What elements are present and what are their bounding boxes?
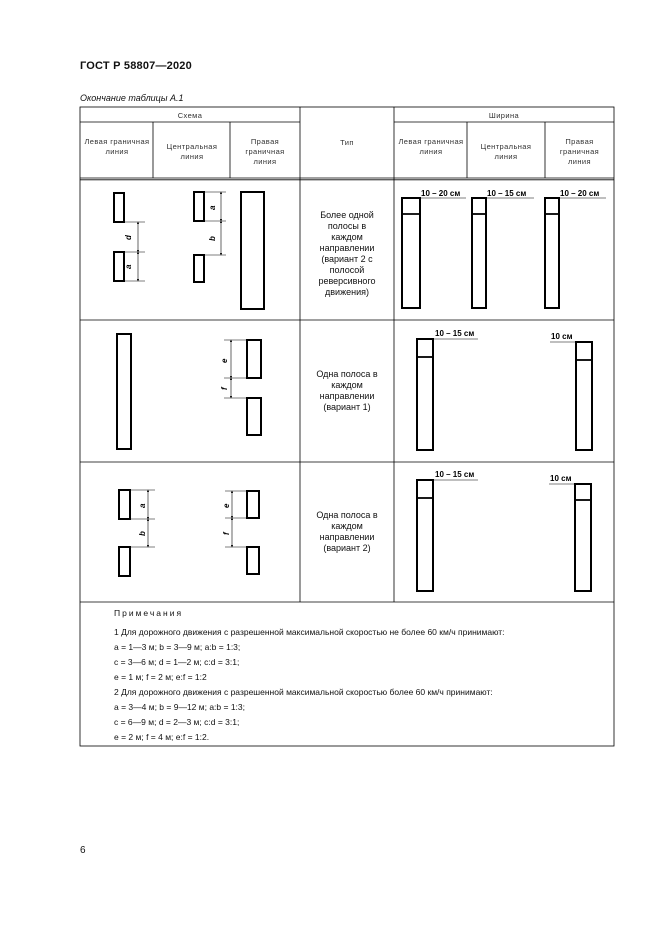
- dim-label: f: [220, 387, 229, 390]
- dim-label: a: [138, 503, 147, 508]
- row2-center-stripe-low: [247, 398, 261, 435]
- row1-center-stripe-low: [194, 255, 204, 282]
- width-label: 10 см: [550, 474, 572, 483]
- note-line: e = 1 м; f = 2 м; e:f = 1:2: [114, 672, 207, 682]
- notes-title: Примечания: [114, 608, 184, 618]
- header-width: Ширина: [488, 111, 520, 120]
- width-label: 10 – 20 см: [421, 189, 461, 198]
- note-line: e = 2 м; f = 4 м; e:f = 1:2.: [114, 732, 210, 742]
- document-id: ГОСТ Р 58807—2020: [80, 60, 192, 72]
- row3-center-stripe-top: [247, 491, 259, 518]
- sub-right-line: Правая граничная линия: [245, 137, 285, 166]
- row2-center-stripe-top: [247, 340, 261, 378]
- width-label: 10 – 15 см: [435, 470, 475, 479]
- row1-left-stripe-low: [114, 252, 124, 281]
- page-number: 6: [80, 845, 86, 856]
- width-label: 10 – 15 см: [487, 189, 527, 198]
- width-label: 10 – 15 см: [435, 329, 475, 338]
- dim-label: b: [208, 236, 217, 241]
- dim-label: e: [222, 503, 231, 508]
- note-line: 2 Для дорожного движения с разрешенной максимальной скоростью более 60 км/ч принимают:: [114, 687, 493, 697]
- sub-left-line: Левая граничная линия: [398, 137, 464, 156]
- row1-right-stripe: [241, 192, 264, 309]
- notes-block: [114, 606, 604, 745]
- sub-center-line: Центральная линия: [480, 142, 532, 161]
- row2-left-stripe: [117, 334, 131, 449]
- row3-left-stripe-low: [119, 547, 130, 576]
- row2-width-diagrams: [417, 339, 592, 450]
- note-line: a = 3—4 м; b = 9—12 м; a:b = 1:3;: [114, 702, 246, 712]
- row2-type: Одна полоса в каждом направлении (вариант 1): [316, 369, 378, 412]
- dim-label: b: [138, 531, 147, 536]
- row2-scheme: [117, 334, 261, 449]
- row1-type: Более одной полосы в каждом направлении (вариант 2 с полосой реверсивного движения): [318, 210, 376, 297]
- table-caption: Окончание таблицы А.1: [80, 93, 184, 103]
- dim-label: a: [124, 264, 133, 269]
- note-line: 1 Для дорожного движения с разрешенной максимальной скоростью не более 60 км/ч принимают:: [114, 627, 505, 637]
- row1-scheme: [114, 192, 264, 309]
- header-type: Тип: [340, 138, 354, 147]
- sub-center-line: Центральная линия: [166, 142, 218, 161]
- note-line: a = 1—3 м; b = 3—9 м; a:b = 1:3;: [114, 642, 241, 652]
- row3-center-stripe-low: [247, 547, 259, 574]
- row3-left-stripe-top: [119, 490, 130, 519]
- dim-label: f: [222, 532, 231, 535]
- note-line: c = 6—9 м; d = 2—3 м; c:d = 3:1;: [114, 717, 240, 727]
- width-label: 10 см: [551, 332, 573, 341]
- dim-label: d: [124, 235, 133, 240]
- row1-left-stripe-top: [114, 193, 124, 222]
- sub-right-line: Правая граничная линия: [559, 137, 600, 166]
- width-label: 10 – 20 см: [560, 189, 600, 198]
- sub-left-line: Левая граничная линия: [84, 137, 150, 156]
- note-line: c = 3—6 м; d = 1—2 м; c:d = 3:1;: [114, 657, 240, 667]
- dim-label: e: [220, 358, 229, 363]
- row3-type: Одна полоса в каждом направлении (вариант 2): [316, 510, 378, 553]
- row3-width-diagrams: [417, 480, 591, 591]
- header-scheme: Схема: [177, 111, 203, 120]
- dim-label: a: [208, 205, 217, 210]
- row1-center-stripe-top: [194, 192, 204, 221]
- row1-width-diagrams: [402, 198, 606, 308]
